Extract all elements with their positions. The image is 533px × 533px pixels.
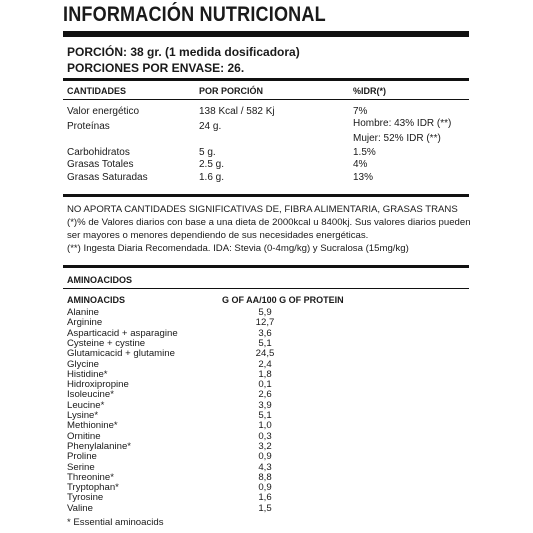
amino-name: Tryptophan* xyxy=(67,482,119,494)
servings-per-container: PORCIONES POR ENVASE: 26. xyxy=(67,61,245,75)
nutrient-idr-women: Mujer: 52% IDR (**) xyxy=(353,133,441,144)
amino-value: 0,9 xyxy=(258,451,272,463)
amino-value: 12,7 xyxy=(255,317,275,329)
nutrient-idr-men: Hombre: 43% IDR (**) xyxy=(353,118,452,129)
amino-value: 1,0 xyxy=(258,420,272,432)
header-rule xyxy=(63,99,469,100)
nutrient-idr: 4% xyxy=(353,159,368,170)
nutrient-idr: 1.5% xyxy=(353,147,376,158)
page-title: INFORMACIÓN NUTRICIONAL xyxy=(63,3,326,26)
amino-top-rule xyxy=(63,265,469,268)
header-idr: %IDR(*) xyxy=(353,86,386,96)
nutrient-name: Valor energético xyxy=(67,106,140,117)
nutrient-amount: 5 g. xyxy=(199,147,216,158)
nutrient-name: Carbohidratos xyxy=(67,147,130,158)
note-rda: (**) Ingesta Diaria Recomendada. IDA: Stevia (0-4mg/kg) y Sucralosa (15mg/kg) xyxy=(67,243,409,254)
amino-name: Lysine* xyxy=(67,410,99,421)
amino-name: Arginine xyxy=(67,317,103,329)
amino-name: Tyrosine xyxy=(67,492,104,504)
nutrient-name: Grasas Saturadas xyxy=(67,172,148,183)
amino-name: Asparticacid + asparagine xyxy=(67,327,178,339)
serving-portion: PORCIÓN: 38 gr. (1 medida dosificadora) xyxy=(67,45,300,59)
note-energy-needs: ser mayores o menores dependiendo de sus necesidades energéticas. xyxy=(67,230,369,241)
nutrient-idr: 7% xyxy=(353,106,368,117)
serving-rule xyxy=(63,78,469,81)
amino-name: Isoleucine* xyxy=(67,389,114,401)
amino-value: 2,4 xyxy=(258,358,272,370)
amino-col-name: AMINOACIDS xyxy=(67,295,125,305)
amino-name: Phenylalanine* xyxy=(67,440,132,452)
amino-footnote: * Essential aminoacids xyxy=(67,517,164,528)
note-not-significant: NO APORTA CANTIDADES SIGNIFICATIVAS DE, FIBRA ALIMENTARIA, GRASAS TRANS xyxy=(67,204,458,215)
amino-name: Histidine* xyxy=(67,368,108,380)
amino-value: 0,9 xyxy=(258,482,272,494)
amino-value: 5,9 xyxy=(258,307,272,318)
nutrient-amount: 24 g. xyxy=(199,121,222,132)
nutrient-amount: 1.6 g. xyxy=(199,172,225,183)
nutrient-name: Proteínas xyxy=(67,121,110,132)
amino-value: 2,6 xyxy=(258,389,272,401)
amino-col-value: G OF AA/100 G OF PROTEIN xyxy=(222,295,344,305)
amino-value: 5,1 xyxy=(258,337,272,349)
amino-value: 0,3 xyxy=(258,430,272,442)
amino-value: 3,2 xyxy=(258,440,272,452)
amino-value: 3,6 xyxy=(258,327,272,339)
amino-value: 1,5 xyxy=(258,502,272,514)
amino-name: Serine xyxy=(67,461,95,473)
table-row xyxy=(67,503,307,514)
nutrient-idr: 13% xyxy=(353,172,374,183)
amino-value: 3,9 xyxy=(258,399,272,411)
amino-section-title: AMINOACIDOS xyxy=(67,275,132,285)
amino-value: 4,3 xyxy=(258,461,272,473)
nutrient-name: Grasas Totales xyxy=(67,159,134,170)
note-daily-values: (*)% de Valores diarios con base a una dieta de 2000kcal u 8400kj. Sus valores diarios pueden xyxy=(67,217,471,228)
table-end-rule xyxy=(63,194,469,197)
title-rule xyxy=(63,31,469,37)
amino-value: 8,8 xyxy=(258,471,272,483)
amino-name: Alanine xyxy=(67,307,100,318)
amino-value: 24,5 xyxy=(255,348,275,360)
amino-value: 5,1 xyxy=(258,410,272,421)
amino-name: Hidroxipropine xyxy=(67,379,129,391)
amino-name: Leucine* xyxy=(67,399,105,411)
amino-name: Valine xyxy=(67,502,93,514)
amino-name: Proline xyxy=(67,451,97,463)
amino-value: 1,6 xyxy=(258,492,272,504)
amino-name: Methionine* xyxy=(67,420,118,432)
amino-title-rule xyxy=(63,288,469,289)
amino-name: Glutamicacid + glutamine xyxy=(67,348,175,360)
nutrient-amount: 2.5 g. xyxy=(199,159,225,170)
amino-value: 1,8 xyxy=(258,368,272,380)
nutrient-amount: 138 Kcal / 582 Kj xyxy=(199,106,275,117)
amino-name: Ornitine xyxy=(67,430,101,442)
amino-name: Threonine* xyxy=(67,471,114,483)
amino-value: 0,1 xyxy=(258,379,272,391)
header-quantities: CANTIDADES xyxy=(67,86,127,96)
amino-name: Cysteine + cystine xyxy=(67,337,146,349)
amino-name: Glycine xyxy=(67,358,99,370)
header-per-portion: POR PORCIÓN xyxy=(199,86,264,96)
